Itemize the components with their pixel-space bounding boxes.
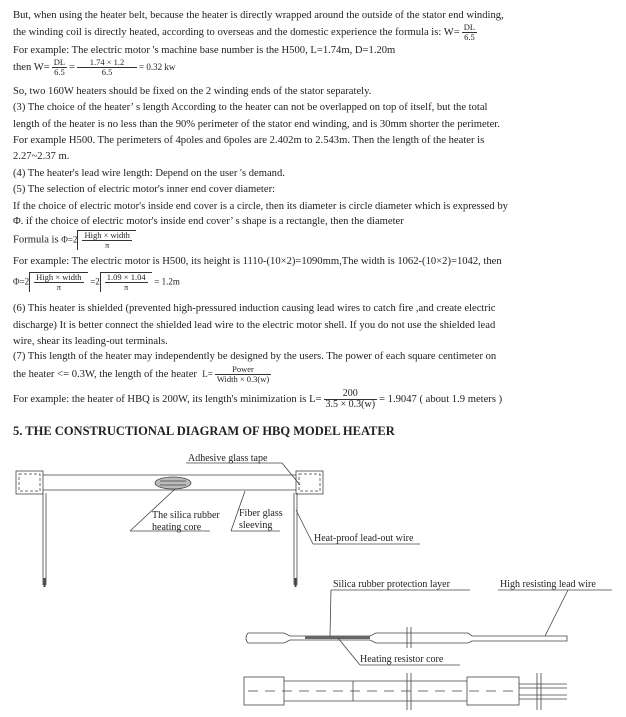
label-resistor-core: Heating resistor core	[360, 654, 444, 665]
label: Formula is	[13, 234, 59, 246]
label-protection-layer: Silica rubber protection layer	[333, 579, 450, 590]
num: DL	[463, 22, 476, 32]
text-line: If the choice of electric motor's inside end cover is a circle, then its diameter is circle diameter which is expressed by	[13, 201, 508, 212]
den: π	[124, 282, 129, 292]
label-heating-core-2: heating core	[152, 522, 202, 533]
section-heading: 5. THE CONSTRUCTIONAL DIAGRAM OF HBQ MODEL HEATER	[13, 424, 395, 438]
eq: =	[69, 61, 76, 73]
label-sleeving: sleeving	[239, 520, 273, 531]
lhs: L=	[309, 393, 322, 405]
num: 200	[324, 389, 378, 400]
lhs: L=	[202, 368, 213, 379]
den: 6.5	[54, 67, 65, 77]
text-line: So, two 160W heaters should be fixed on the 2 winding ends of the stator separately.	[13, 86, 372, 97]
text-line: For example: The electric motor is H500, its height is 1110-(10×2)=1090mm,The width is 1062-(10×2)=1042, then	[13, 256, 502, 267]
den: 6.5	[101, 67, 113, 77]
text-line: (7) This length of the heater may independently be designed by the users. The power of each square centimeter on	[13, 351, 497, 362]
num: DL	[53, 57, 66, 67]
den: π	[104, 240, 110, 250]
text-line: (6) This heater is shielded (prevented high-pressured induction causing lead wires to catch fire ,and create electric	[13, 303, 496, 314]
den: Width × 0.3(w)	[216, 374, 270, 384]
text-line: (5) The selection of electric motor's inner end cover diameter:	[13, 184, 276, 195]
num: High × width	[84, 230, 130, 240]
text-line: wire, shear its leading-out terminals.	[13, 336, 168, 347]
label-adhesive-tape: Adhesive glass tape	[188, 453, 268, 464]
lhs: W=	[443, 26, 460, 38]
den: 3.5 × 0.3(w)	[325, 399, 376, 410]
text: the heater <= 0.3W, the length of the heater	[13, 368, 197, 380]
text-line: 2.27~2.37 m.	[13, 151, 70, 162]
den: 6.5	[464, 32, 475, 42]
phi: Φ=2	[61, 234, 78, 245]
text-line: (4) The heater's lead wire length: Depend on the user 's demand.	[13, 168, 285, 179]
phi: Φ=2	[13, 276, 30, 287]
label-lead-out-wire: Heat-proof lead-out wire	[314, 533, 414, 544]
eq: =2	[90, 276, 100, 287]
num: Power	[215, 365, 271, 375]
label-high-resisting-wire: High resisting lead wire	[500, 579, 596, 590]
num: 1.09 × 1.04	[106, 272, 146, 282]
text-line: But, when using the heater belt, because the heater is directly wrapped around the outside of the stator end winding,	[13, 10, 504, 21]
then: then	[13, 61, 32, 73]
result: = 1.9047 ( about 1.9 meters )	[379, 393, 503, 405]
text-line: discharge) It is better connect the shielded lead wire to the electric motor shell. If you do not use the shielded lead	[13, 320, 496, 331]
num: High × width	[36, 272, 82, 282]
lhs: W=	[33, 61, 50, 73]
text-line: For example: The electric motor 's machine base number is the H500, L=1.74m, D=1.20m	[13, 45, 396, 56]
result: = 0.32 kw	[139, 61, 176, 72]
text: For example: the heater of HBQ is 200W, its length's minimization is	[13, 393, 307, 405]
text-line: (3) The choice of the heater’ s length According to the heater can not be overlapped on top of itself, but the total	[13, 102, 488, 113]
den: π	[56, 282, 61, 292]
text-line: Φ. if the choice of electric motor's inside end cover’ s shape is a rectangle, then the diameter	[13, 216, 404, 227]
label-fiber-glass: Fiber glass	[239, 508, 283, 519]
label-heating-core: The silica rubber	[152, 510, 220, 521]
belt-heater-drawing	[16, 463, 420, 587]
text-line: length of the heater is no less than the 90% perimeter of the stator end winding, and is 30mm shorter the perimeter.	[13, 119, 500, 130]
text: the winding coil is directly heated, according to overseas and the domestic experience the formula is:	[13, 26, 442, 38]
cross-section-drawing	[244, 673, 567, 710]
result: = 1.2m	[154, 276, 180, 287]
text-line: For example H500. The perimeters of 4poles and 6poles are 2.402m to 2.543m. Then the length of the heater is	[13, 135, 485, 146]
num: 1.74 × 1.2	[77, 58, 137, 68]
